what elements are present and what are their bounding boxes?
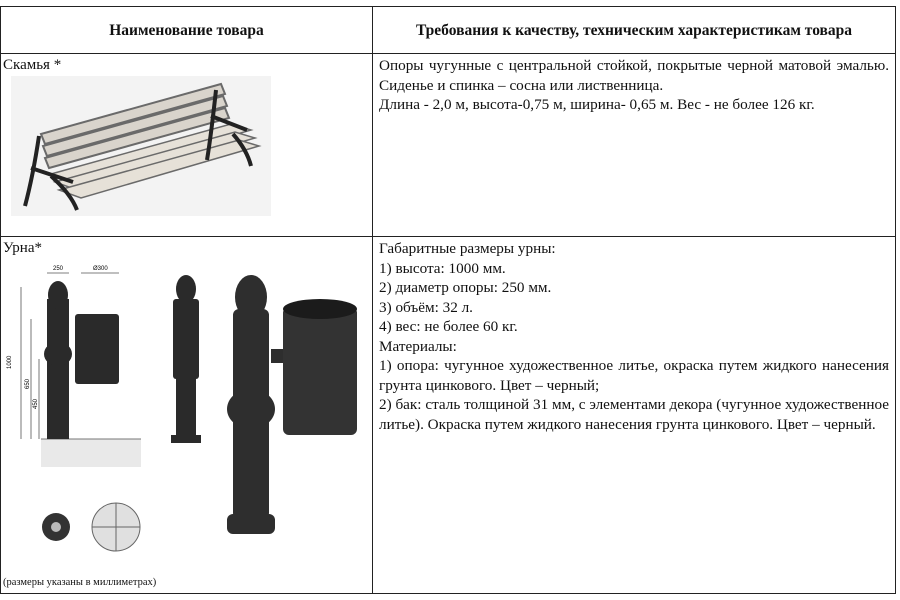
- urn-desc-line: 2) бак: сталь толщиной 31 мм, с элементами декора (чугунное художественное литье). Окраска путем жидкого нанесения грунта цинкового. Цвет – черный.: [379, 396, 889, 433]
- dim-300-label: Ø300: [93, 266, 108, 273]
- dim-650-label: 650: [25, 379, 31, 390]
- bench-desc-line: Длина - 2,0 м, высота-0,75 м, ширина- 0,65 м. Вес - не более 126 кг.: [379, 96, 815, 114]
- urn-desc-line: 1) опора: чугунное художественное литье, окраска путем жидкого нанесения грунта цинкового. Цвет – черный;: [379, 357, 889, 394]
- dim-250-label: 250: [53, 266, 64, 273]
- bench-image: [11, 76, 271, 216]
- product-spec-table: [0, 6, 896, 594]
- header-product-name: Наименование товара: [1, 7, 373, 54]
- bench-description-cell: [373, 54, 896, 237]
- urn-desc-line: Материалы:: [379, 337, 457, 355]
- urn-desc-line: Габаритные размеры урны:: [379, 240, 556, 258]
- dim-1000-label: 1000: [7, 356, 13, 370]
- table-row: [1, 237, 896, 594]
- table-row: [1, 54, 896, 237]
- table-header-row: [1, 7, 896, 54]
- urn-drawing: [1, 259, 369, 559]
- urn-desc-line: 3) объём: 32 л.: [379, 298, 473, 316]
- urn-name: Урна*: [3, 240, 42, 257]
- bench-name: Скамья *: [3, 57, 62, 74]
- urn-desc-line: 4) вес: не более 60 кг.: [379, 318, 518, 336]
- urn-desc-line: 2) диаметр опоры: 250 мм.: [379, 279, 552, 297]
- urn-dimensions-note: (размеры указаны в миллиметрах): [3, 577, 157, 589]
- urn-description: [373, 237, 895, 434]
- header-requirements: Требования к качеству, техническим характеристикам товара: [373, 7, 896, 54]
- urn-name-cell: [1, 237, 373, 594]
- urn-description-cell: [373, 237, 896, 594]
- urn-desc-line: 1) высота: 1000 мм.: [379, 259, 506, 277]
- bench-desc-line: Опоры чугунные с центральной стойкой, покрытые черной матовой эмалью. Сиденье и спинка – сосна или лиственница.: [379, 57, 889, 94]
- dim-450-label: 450: [33, 399, 39, 410]
- bench-name-cell: [1, 54, 373, 237]
- bench-description: [373, 54, 895, 115]
